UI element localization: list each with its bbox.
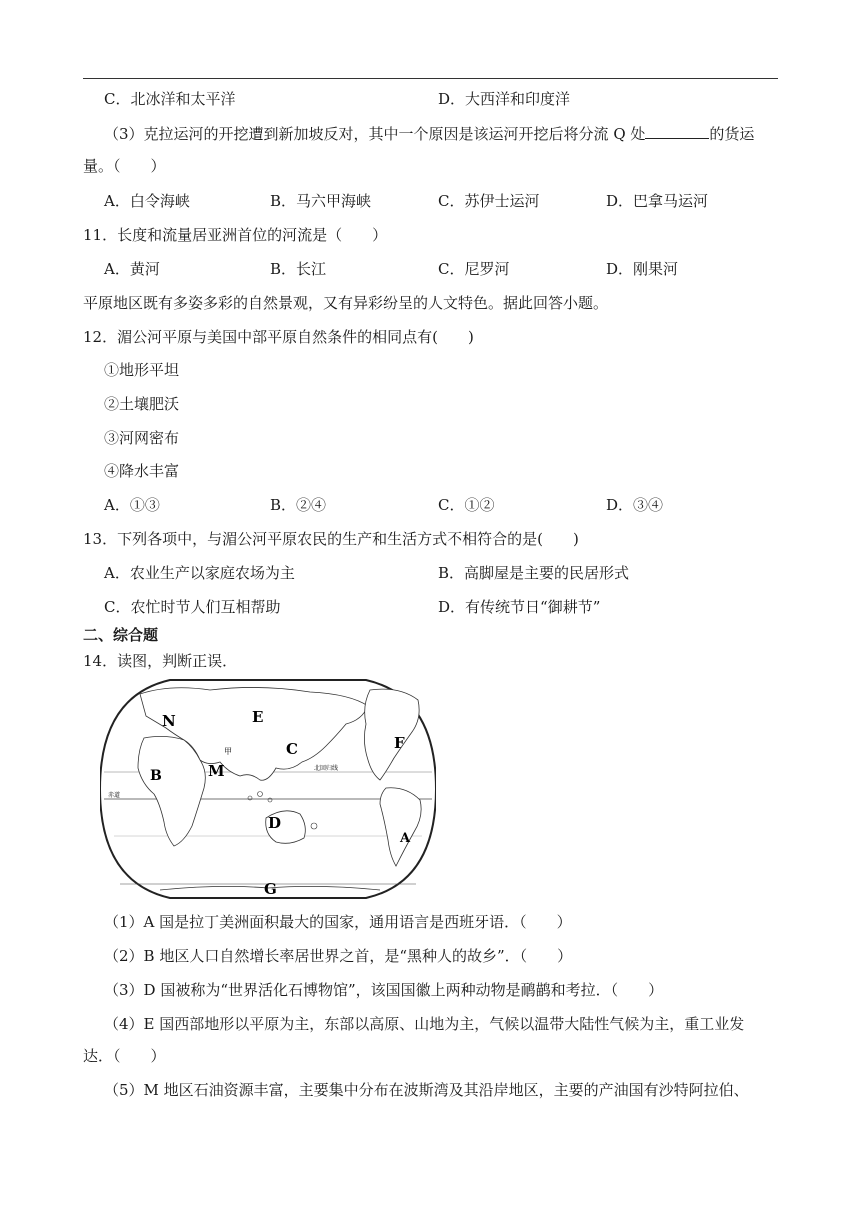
header-rule [83, 78, 778, 79]
q14-stem: 14．读图，判断正误． [83, 652, 238, 670]
map-label-m: M [208, 762, 225, 780]
q13-option-b[interactable]: B．高脚屋是主要的民居形式 [438, 564, 630, 582]
map-label-a: A [400, 831, 411, 846]
q14-statement-2: （2）B 地区人口自然增长率居世界之首，是“黑种人的故乡”．（ ） [104, 947, 573, 965]
q12-item-4: ④降水丰富 [104, 462, 180, 480]
q14-statement-1: （1）A 国是拉丁美洲面积最大的国家，通用语言是西班牙语．（ ） [104, 913, 572, 931]
q10-3-option-d[interactable]: D．巴拿马运河 [606, 192, 709, 210]
q10-3-option-b[interactable]: B．马六甲海峡 [270, 192, 372, 210]
passage-intro: 平原地区既有多姿多彩的自然景观，又有异彩纷呈的人文特色。据此回答小题。 [83, 294, 609, 312]
q12-option-a[interactable]: A．①③ [104, 496, 160, 514]
map-label-jia: 甲 [224, 747, 232, 756]
map-label-d: D [268, 814, 282, 832]
q10-2-option-c[interactable]: C．北冰洋和太平洋 [104, 90, 236, 108]
world-map-figure [100, 676, 436, 902]
q10-3-stem-part2: 的货运 [709, 125, 755, 143]
answer-blank[interactable] [645, 124, 709, 139]
map-label-g: G [264, 880, 277, 898]
q10-3-stem-part1: （3）克拉运河的开挖遭到新加坡反对，其中一个原因是该运河开挖后将分流 Q 处 [104, 125, 646, 143]
q13-stem: 13．下列各项中，与湄公河平原农民的生产和生活方式不相符合的是( ) [83, 530, 579, 548]
q12-item-2: ②土壤肥沃 [104, 395, 180, 413]
q13-option-a[interactable]: A．农业生产以家庭农场为主 [104, 564, 295, 582]
q10-3-option-c[interactable]: C．苏伊士运河 [438, 192, 540, 210]
q10-3-stem-line2: 量。（ ） [83, 157, 166, 175]
q12-option-b[interactable]: B．②④ [270, 496, 327, 514]
q10-2-option-d[interactable]: D．大西洋和印度洋 [438, 90, 571, 108]
q12-option-d[interactable]: D．③④ [606, 496, 664, 514]
map-label-b: B [150, 768, 162, 784]
map-label-equator: 赤道 [108, 792, 121, 799]
map-label-n: N [162, 712, 176, 730]
q12-item-3: ③河网密布 [104, 429, 180, 447]
world-map-svg [100, 676, 436, 902]
q11-option-d[interactable]: D．刚果河 [606, 260, 679, 278]
map-label-c: C [286, 740, 298, 758]
q11-stem: 11．长度和流量居亚洲首位的河流是（ ） [83, 226, 388, 244]
q14-statement-3: （3）D 国被称为“世界活化石博物馆”，该国国徽上两种动物是鸸鹋和考拉．（ ） [104, 981, 664, 999]
q14-statement-4: （4）E 国西部地形以平原为主，东部以高原、山地为主，气候以温带大陆性气候为主，重工业发 [104, 1015, 745, 1033]
q12-item-1: ①地形平坦 [104, 361, 180, 379]
section-heading: 二、综合题 [83, 626, 159, 644]
q12-stem: 12．湄公河平原与美国中部平原自然条件的相同点有( ) [83, 328, 474, 346]
map-label-e: E [252, 708, 264, 726]
q14-statement-4-cont: 达．（ ） [83, 1047, 166, 1065]
q11-option-c[interactable]: C．尼罗河 [438, 260, 510, 278]
q11-option-a[interactable]: A．黄河 [104, 260, 160, 278]
q13-option-c[interactable]: C．农忙时节人们互相帮助 [104, 598, 281, 616]
map-label-f: F [394, 734, 405, 752]
q11-option-b[interactable]: B．长江 [270, 260, 327, 278]
q14-statement-5: （5）M 地区石油资源丰富，主要集中分布在波斯湾及其沿岸地区，主要的产油国有沙特阿拉伯、 [104, 1081, 749, 1099]
q10-3-stem [104, 124, 754, 144]
q13-option-d[interactable]: D．有传统节日“御耕节” [438, 598, 601, 616]
map-label-tropic: 北回归线 [314, 765, 339, 772]
q10-3-option-a[interactable]: A．白令海峡 [104, 192, 190, 210]
q12-option-c[interactable]: C．①② [438, 496, 495, 514]
